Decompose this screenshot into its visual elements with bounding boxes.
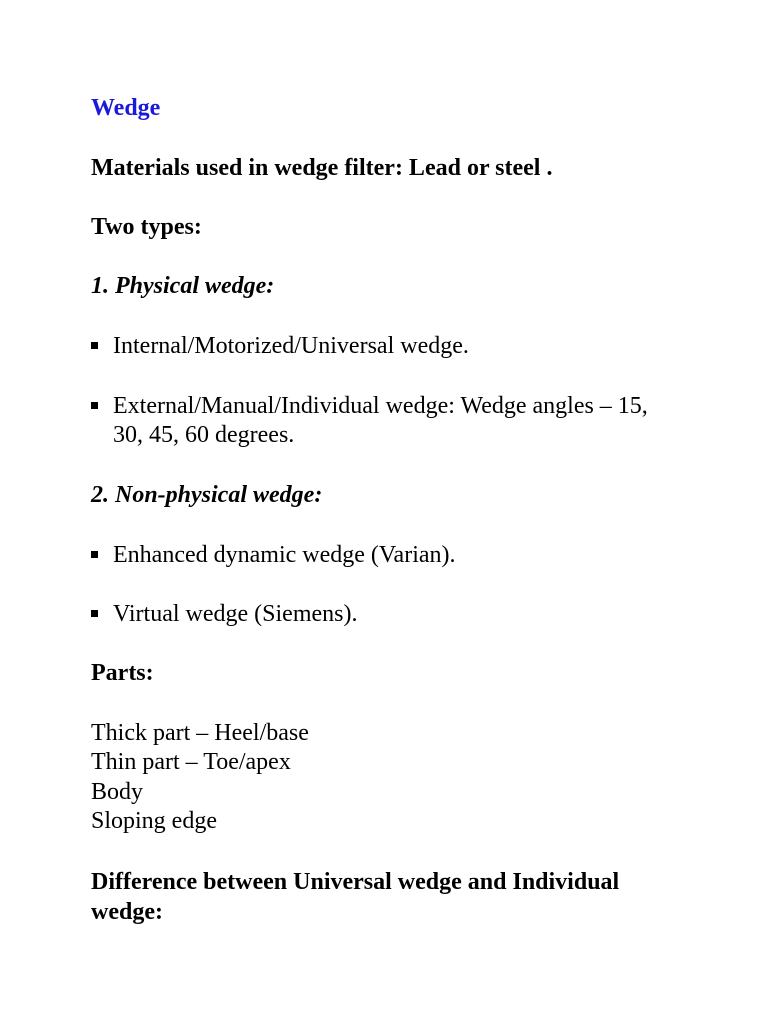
- difference-heading-continuation: wedge:: [91, 899, 163, 925]
- parts-line: Sloping edge: [91, 808, 217, 834]
- parts-line: Thin part – Toe/apex: [91, 749, 291, 775]
- list-item: Virtual wedge (Siemens).: [113, 601, 358, 627]
- list-item-continuation: 30, 45, 60 degrees.: [113, 422, 295, 448]
- materials-line: Materials used in wedge filter: Lead or steel .: [91, 155, 553, 181]
- difference-heading: Difference between Universal wedge and Individual: [91, 869, 620, 895]
- bullet-marker: [91, 402, 98, 409]
- document-title: Wedge: [91, 95, 161, 121]
- parts-heading: Parts:: [91, 660, 154, 686]
- nonphysical-wedge-heading: 2. Non-physical wedge:: [91, 482, 323, 508]
- bullet-marker: [91, 551, 98, 558]
- list-item: Enhanced dynamic wedge (Varian).: [113, 542, 456, 568]
- parts-line: Thick part – Heel/base: [91, 720, 309, 746]
- types-heading: Two types:: [91, 214, 202, 240]
- list-item: Internal/Motorized/Universal wedge.: [113, 333, 469, 359]
- list-item: External/Manual/Individual wedge: Wedge angles – 15,: [113, 393, 648, 419]
- bullet-marker: [91, 610, 98, 617]
- parts-line: Body: [91, 779, 144, 805]
- physical-wedge-heading: 1. Physical wedge:: [91, 273, 275, 299]
- bullet-marker: [91, 342, 98, 349]
